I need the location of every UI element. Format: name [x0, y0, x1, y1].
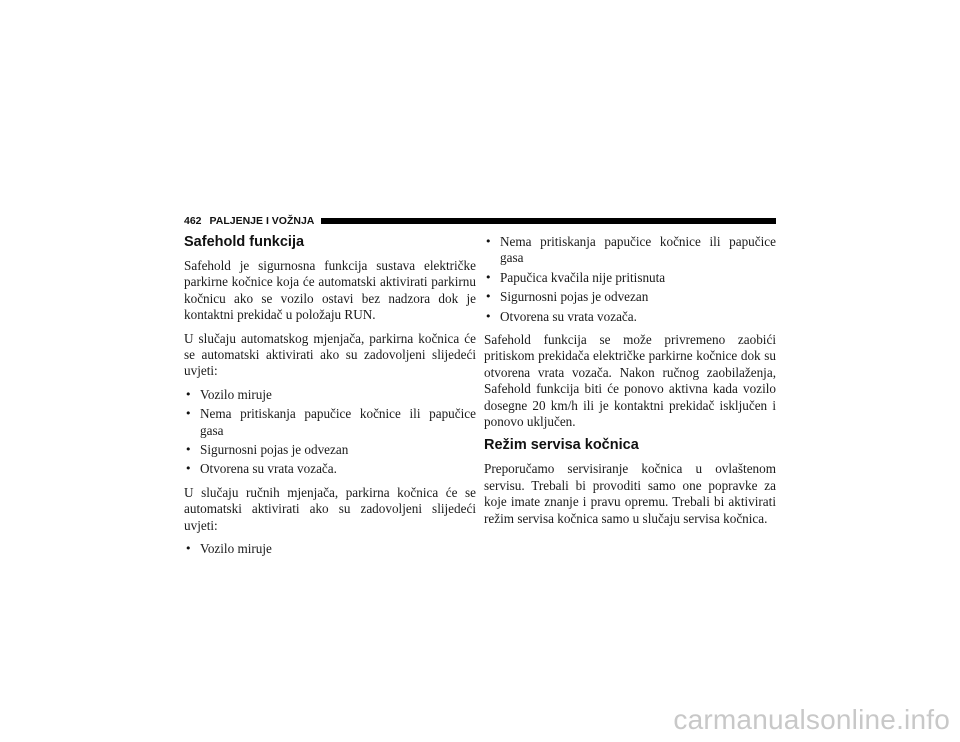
header-rule [321, 218, 776, 224]
safehold-override-text: Safehold funkcija se može privremeno zaobići pritiskom prekidača električke parkirne kočnice dok su otvorena vrata vozača. Nakon ručnog zaobilaženja, Safehold funkcija biti će ponovo aktivna kada vozilo dosegne 20 km/h ili je kontaktni prekidač isključen i ponovo uključen. [484, 332, 776, 430]
list-item: • Vozilo miruje [184, 387, 476, 403]
left-column [184, 234, 476, 565]
manual-conditions-list-continued [484, 234, 776, 325]
automatic-transmission-text: U slučaju automatskog mjenjača, parkirna kočnica će se automatski aktivirati ako su zadovoljeni slijedeći uvjeti: [184, 330, 476, 379]
page-header [184, 213, 776, 229]
list-item: • Sigurnosni pojas je odvezan [484, 289, 776, 305]
list-item: • Otvorena su vrata vozača. [184, 461, 476, 477]
manual-transmission-text: U slučaju ručnih mjenjača, parkirna kočnica će se automatski aktivirati ako su zadovoljeni slijedeći uvjeti: [184, 484, 476, 533]
list-item: • Vozilo miruje [184, 541, 476, 557]
safehold-intro: Safehold je sigurnosna funkcija sustava električke parkirne kočnice koja će automatski aktivirati parkirnu kočnicu ako se vozilo ostavi bez nadzora dok je kontaktni prekidač u položaju RUN. [184, 258, 476, 323]
watermark: carmanualsonline.info [673, 704, 950, 735]
right-column [484, 234, 776, 534]
page-number: 462 [184, 215, 202, 227]
list-item: • Sigurnosni pojas je odvezan [184, 442, 476, 458]
section-title: PALJENJE I VOŽNJA [209, 215, 315, 227]
list-item: • Nema pritiskanja papučice kočnice ili papučice gasa [184, 406, 476, 439]
list-item: • Nema pritiskanja papučice kočnice ili papučice gasa [484, 234, 776, 267]
list-item: • Papučica kvačila nije pritisnuta [484, 270, 776, 286]
list-item: • Otvorena su vrata vozača. [484, 309, 776, 325]
brake-service-heading: Režim servisa kočnica [484, 437, 639, 454]
brake-service-text: Preporučamo servisiranje kočnica u ovlaštenom servisu. Trebali bi provoditi samo one popravke za koje imate znanje i pravu opremu. Trebali bi aktivirati režim servisa kočnica samo u slučaju servisa kočnica. [484, 461, 776, 526]
automatic-conditions-list [184, 387, 476, 478]
manual-conditions-list [184, 541, 476, 557]
safehold-heading: Safehold funkcija [184, 234, 305, 250]
